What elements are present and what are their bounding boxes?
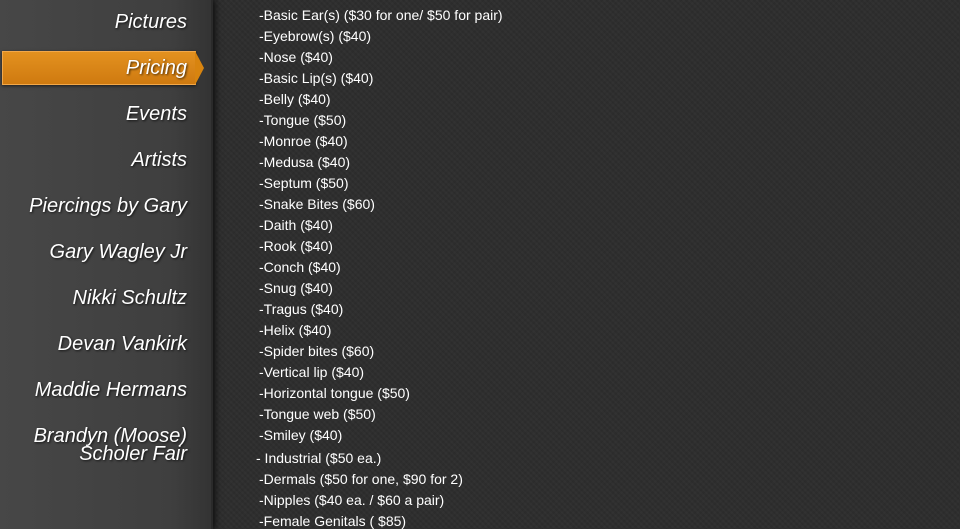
nav-item-devan-vankirk[interactable]: Devan Vankirk [57, 333, 187, 355]
price-item: -Dermals ($50 for one, $90 for 2) [259, 471, 463, 487]
price-item: -Vertical lip ($40) [259, 364, 365, 380]
nav-item-pricing[interactable]: Pricing [125, 57, 187, 79]
price-item: -Nose ($40) [259, 49, 333, 65]
price-item: -Nipples ($40 ea. / $60 a pair) [259, 492, 445, 508]
price-item: -Monroe ($40) [259, 133, 348, 149]
price-item: -Smiley ($40) [259, 427, 343, 443]
price-item: -Basic Lip(s) ($40) [259, 70, 374, 86]
price-item: -Eyebrow(s) ($40) [259, 28, 372, 44]
pricing-content [215, 0, 960, 529]
price-item: -Basic Ear(s) ($30 for one/ $50 for pair) [259, 7, 503, 23]
nav-item-nikki-schultz[interactable]: Nikki Schultz [72, 287, 187, 309]
price-item: -Tongue ($50) [259, 112, 347, 128]
nav-item-gary-wagley-jr[interactable]: Gary Wagley Jr [49, 241, 187, 263]
price-item: -Tragus ($40) [259, 301, 344, 317]
price-item: -Spider bites ($60) [259, 343, 375, 359]
nav-item-piercings-by-gary[interactable]: Piercings by Gary [29, 195, 187, 217]
active-nav-arrow [195, 51, 204, 85]
price-item: -Female Genitals ( $85) [259, 513, 407, 529]
nav-item-maddie-hermans[interactable]: Maddie Hermans [34, 379, 187, 401]
price-item: -Helix ($40) [259, 322, 332, 338]
price-item: -Medusa ($40) [259, 154, 351, 170]
sidebar-divider [211, 0, 213, 529]
sidebar-nav [0, 0, 213, 529]
nav-item-artists[interactable]: Artists [131, 149, 187, 171]
nav-item-events[interactable]: Events [125, 103, 187, 125]
price-list [256, 6, 503, 529]
price-item: -Rook ($40) [259, 238, 333, 254]
price-item: -Daith ($40) [259, 217, 333, 233]
price-item: -Conch ($40) [259, 259, 341, 275]
nav-item-pictures[interactable]: Pictures [114, 11, 187, 33]
price-item: -Snug ($40) [259, 280, 333, 296]
price-item: -Septum ($50) [259, 175, 349, 191]
price-item: -Tongue web ($50) [259, 406, 376, 422]
price-item: -Belly ($40) [259, 91, 331, 107]
price-item: - Industrial ($50 ea.) [256, 450, 382, 466]
price-item: -Snake Bites ($60) [259, 196, 375, 212]
price-item: -Horizontal tongue ($50) [259, 385, 410, 401]
nav-item-brandyn-scholer-fair[interactable]: Brandyn (Moose) Scholer Fair [33, 425, 187, 465]
